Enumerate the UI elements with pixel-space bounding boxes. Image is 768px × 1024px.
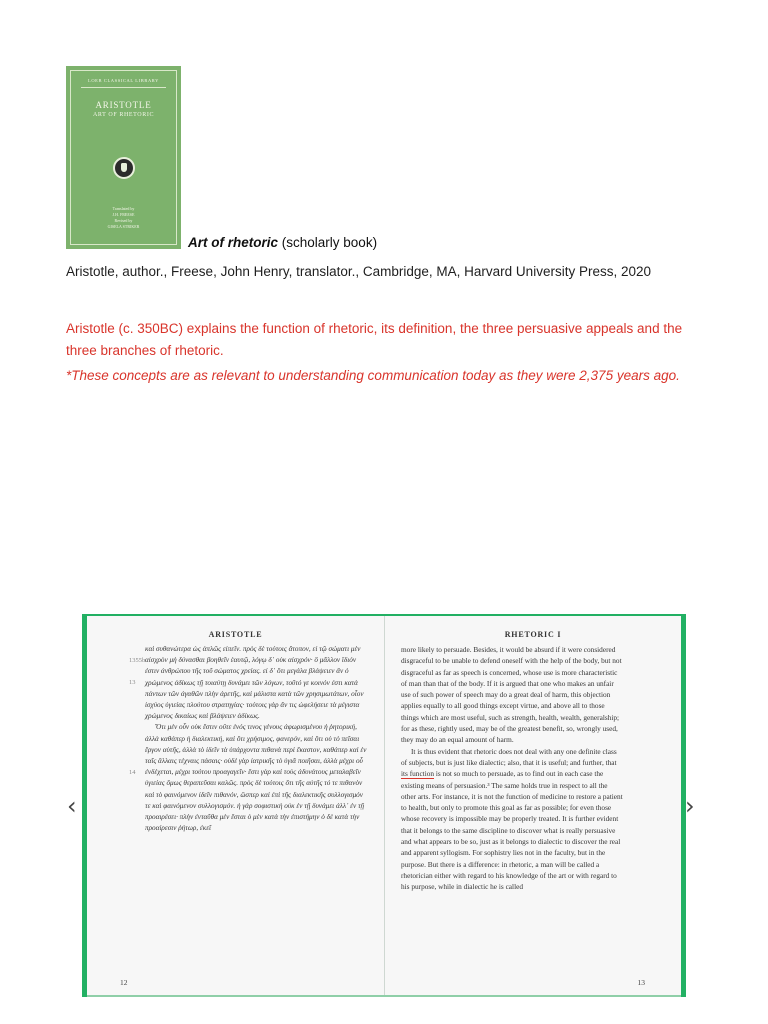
margin-number: 13 <box>129 679 136 686</box>
cover-credit: Translated by <box>112 206 135 211</box>
english-text <box>401 644 623 893</box>
left-page-number: 12 <box>120 978 128 987</box>
chevron-right-icon[interactable]: › <box>685 792 695 820</box>
left-running-head: ARISTOTLE <box>208 630 263 639</box>
book-caption <box>188 235 377 250</box>
greek-text <box>129 644 367 834</box>
description-summary: Aristotle (c. 350BC) explains the function of rhetoric, its definition, the three persuasive appeals and the three branches of rhetoric. <box>66 321 683 358</box>
book-cover-frame <box>70 70 177 245</box>
greek-paragraph: καὶ συθανώτερα ὡς ἁπλῶς εἰπεῖν. πρὸς δὲ τούτοις ἄτοπον, εἰ τῷ σώματι μὲν αἰσχρὸν μὴ δύνασθαι βοηθεῖν ἑαυτῷ, λόγῳ δ᾽ οὐκ αἰσχρόν· ὃ μᾶλλον ἴδιόν ἐστιν ἀνθρώπου τῆς τοῦ σώματος χρείας. εἰ δ᾽ ὅτι μεγάλα βλάψειεν ἂν ὁ χρώμενος ἀδίκως τῇ τοιαύτῃ δυνάμει τῶν λόγων, τοῦτό γε κοινόν ἐστι κατὰ πάντων τῶν ἀγαθῶν πλὴν ἀρετῆς, καὶ μάλιστα κατὰ τῶν χρησιμωτάτων, οἷον ἰσχύος ὑγιείας πλούτου στρατηγίας· τούτοις γὰρ ἄν τις ὠφελήσειε τὰ μέγιστα χρώμενος δικαίως καὶ βλάψειεν ἀδίκως. <box>145 645 364 721</box>
cover-title: ART OF RHETORIC <box>92 112 155 118</box>
paragraph-text: It is thus evident that rhetoric does not deal with any one definite class of subjects, but is just like dialectic; also, that it is useful; and further, that <box>401 746 617 767</box>
english-paragraph <box>401 746 623 893</box>
right-page-number: 13 <box>637 978 645 987</box>
paragraph-text: is not so much to persuade, as to find out in each case the existing means of persuasion.³ The same holds true in respect to all the other arts. For instance, it is not the function of medicine to restore a patient to health, but only to promote this goal as far as possible; for even those whose recovery is impossible may be properly treated. It is further evident that it belongs to the same discipline to discover what is really persuasive and what appears to be so, just as it belongs to dialectic to discover the real and apparent syllogism. For sophistry lies not in the faculty, but in the purpose. But there is a difference: in rhetoric, a man will be called a rhetorician either with regard to his knowledge of the art or with regard to his purpose, while in dialectic he is called <box>401 769 623 892</box>
greek-paragraph: Ὅτι μὲν οὖν οὐκ ἔστιν οὔτε ἑνός τινος γένους ἀφωρισμένου ἡ ῥητορική, ἀλλὰ καθάπερ ἡ διαλεκτική, καὶ ὅτι χρήσιμος, φανερόν, καὶ ὅτι οὐ τὸ πεῖσαι ἔργον αὐτῆς, ἀλλὰ τὸ ἰδεῖν τὰ ὑπάρχοντα πιθανὰ περὶ ἕκαστον, καθάπερ καὶ ἐν ταῖς ἄλλαις τέχναις πάσαις· οὐδὲ γὰρ ἰατρικῆς τὸ ὑγιᾶ ποιῆσαι, ἀλλὰ μέχρι οὗ ἐνδέχεται, μέχρι τούτου προαγαγεῖν· ἔστι γὰρ καὶ τοὺς ἀδυνάτους μεταλαβεῖν ὑγιείας ὅμως θεραπεῦσαι καλῶς. πρὸς δὲ τούτοις ὅτι τῆς αὐτῆς τό τε πιθανὸν καὶ τὸ φαινόμενον ἰδεῖν πιθανόν, ὥσπερ καὶ ἐπὶ τῆς διαλεκτικῆς συλλογισμόν τε καὶ φαινόμενον συλλογισμόν. ἡ γὰρ σοφιστικὴ οὐκ ἐν τῇ δυνάμει ἀλλ᾽ ἐν τῇ προαιρέσει· πλὴν ἐνταῦθα μὲν ἔσται ὁ μὲν κατὰ τὴν ἐπιστήμην ὁ δὲ κατὰ τὴν προαίρεσιν ῥήτωρ, ἐκεῖ <box>145 723 367 833</box>
cover-author: ARISTOTLE <box>95 100 152 110</box>
left-page <box>87 614 384 997</box>
book-type: (scholarly book) <box>281 235 378 250</box>
cover-credit: Revised by <box>114 218 133 223</box>
chevron-left-icon[interactable]: ‹ <box>67 792 77 820</box>
right-page <box>385 614 681 997</box>
cover-rule <box>81 87 166 88</box>
cover-credits <box>71 206 176 230</box>
right-running-head: RHETORIC I <box>504 630 562 639</box>
margin-number: 14 <box>129 769 136 776</box>
margin-number: 1355b <box>129 657 146 664</box>
book-page-viewer[interactable] <box>82 614 686 997</box>
highlighted-phrase: its function <box>401 769 435 779</box>
cover-series: LOEB CLASSICAL LIBRARY <box>87 78 160 83</box>
book-title: Art of rhetoric <box>188 235 279 250</box>
cover-credit: GISELA STRIKER <box>107 224 140 229</box>
bibliographic-line: Aristotle, author., Freese, John Henry, translator., Cambridge, MA, Harvard University Press, 2020 <box>66 264 651 279</box>
book-cover <box>66 66 181 249</box>
loeb-emblem-icon <box>113 157 135 179</box>
description-note: *These concepts are as relevant to understanding communication today as they were 2,375 years ago. <box>66 368 680 383</box>
cover-credit: J.H. FREESE <box>112 212 135 217</box>
english-paragraph: more likely to persuade. Besides, it would be absurd if it were considered disgraceful to be unable to defend oneself with the help of the body, but not disgraceful as far as speech is concerned, whose use is more characteristic of man than that of the body. If it is argued that one who makes an unfair use of such power of speech may do a great deal of harm, this objection applies equally to all good things except virtue, and above all to those things which are most useful, such as strength, health, wealth, generalship; for as these, rightly used, may be of the greatest benefit, so, wrongly used, they may do an equal amount of harm. <box>401 645 622 745</box>
